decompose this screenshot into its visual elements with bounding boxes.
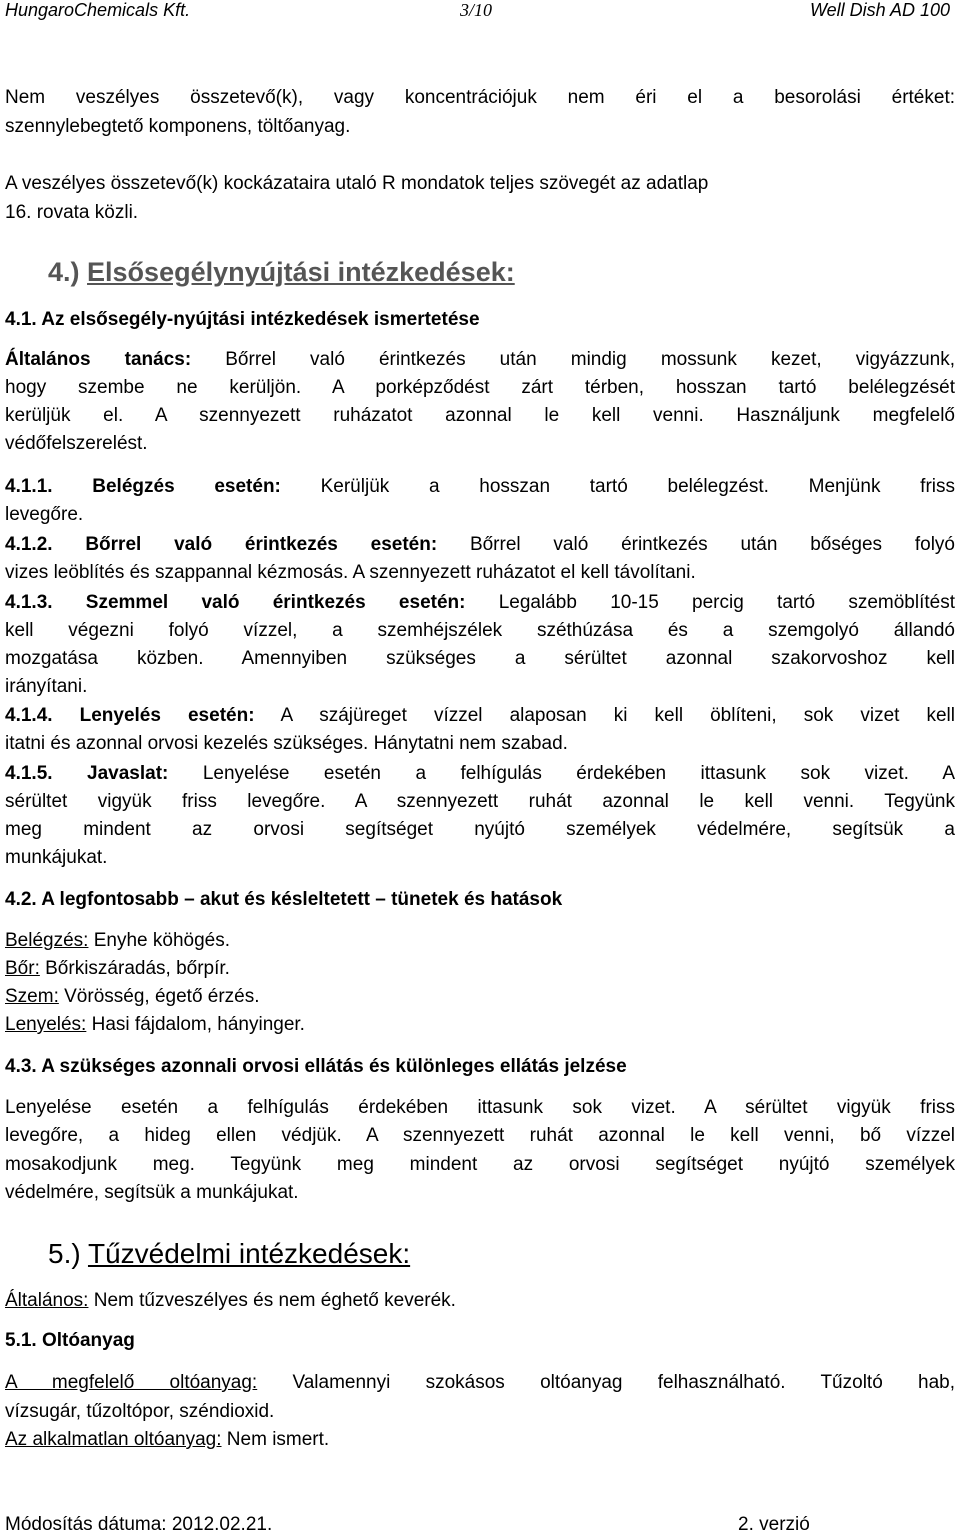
suitable-media-line-1 [5,1373,955,1392]
section-5-title: Tűzvédelmi intézkedések: [87,1238,411,1269]
recommendation-line-2: sérültet vigyük friss levegőre. A szennyezett ruhát azonnal le kell venni. Tegyünk [5,791,955,812]
symptom-skin-label: Bőr: [5,958,40,979]
eye-contact-line-3: mozgatása közben. Amennyiben szükséges a sérültet azonnal szakorvoshoz kell [5,648,955,669]
intro-paragraph-1-line-1: Nem veszélyes összetevő(k), vagy koncentrációjuk nem éri el a besorolási értéket: [5,87,955,108]
symptom-eye-text: Vörösség, égető érzés. [58,986,260,1007]
symptom-inhalation [5,931,230,950]
eye-contact-line-4: irányítani. [5,676,88,697]
inhalation-label: 4.1.1. Belégzés esetén: [5,476,281,497]
suitable-media-text-1: Valamennyi szokásos oltóanyag felhasználható. Tűzoltó hab, [257,1372,955,1393]
symptom-inhalation-text: Enyhe köhögés. [88,930,230,951]
general-advice-line-3: kerüljük el. A szennyezett ruházatot azonnal le kell venni. Használjunk megfelelő [5,405,955,426]
recommendation-label: 4.1.5. Javaslat: [5,763,169,784]
suitable-media-line-2: vízsugár, tűzoltópor, széndioxid. [5,1401,275,1422]
symptom-inhalation-label: Belégzés: [5,930,89,951]
section-5-heading [48,1240,410,1268]
symptom-ingestion-text: Hasi fájdalom, hányinger. [86,1014,305,1035]
header-company: HungaroChemicals Kft. [5,0,191,20]
general-advice-line-2: hogy szembe ne kerüljön. A porképződést zárt térben, hosszan tartó belélegzését [5,377,955,398]
inhalation-line-2: levegőre. [5,504,84,525]
intro-paragraph-1-line-2: szennylebegtető komponens, töltőanyag. [5,116,351,137]
symptom-ingestion-label: Lenyelés: [5,1014,87,1035]
recommendation-line-4: munkájukat. [5,847,108,868]
general-advice-line-1 [5,350,955,369]
symptom-ingestion [5,1015,305,1034]
unsuitable-media [5,1430,329,1449]
section-4-1-title: 4.1. Az elsősegély-nyújtási intézkedések ismertetése [5,309,480,330]
fire-general-text: Nem tűzveszélyes és nem éghető keverék. [88,1290,456,1311]
ingestion-line-2: itatni és azonnal orvosi kezelés szükséges. Hánytatni nem szabad. [5,733,568,754]
inhalation-text-1: Kerüljük a hosszan tartó belélegzést. Menjünk friss [280,476,955,497]
section-4-2-title: 4.2. A legfontosabb – akut és késleltetett – tünetek és hatások [5,889,563,910]
header-page-number: 3/10 [460,0,493,20]
unsuitable-media-text: Nem ismert. [221,1429,330,1450]
unsuitable-media-label: Az alkalmatlan oltóanyag: [5,1429,222,1450]
medical-attention-line-3: mosakodjunk meg. Tegyünk meg mindent az orvosi segítséget nyújtó személyek [5,1154,955,1175]
symptom-eye-label: Szem: [5,986,59,1007]
suitable-media-label: A megfelelő oltóanyag: [5,1372,258,1393]
eye-contact-text-1: Legalább 10-15 percig tartó szemöblítést [465,592,955,613]
header-product: Well Dish AD 100 [809,0,950,20]
recommendation-text-1: Lenyelése esetén a felhígulás érdekében ittasunk sok vizet. A [168,763,955,784]
symptom-skin [5,959,230,978]
ingestion-label: 4.1.4. Lenyelés esetén: [5,705,255,726]
section-5-number: 5.) [48,1238,81,1269]
skin-contact-line-2: vizes leöblítés és szappannal kézmosás. A szennyezett ruházatot el kell távolítani. [5,562,696,583]
recommendation-line-1 [5,764,955,783]
general-advice-line-4: védőfelszerelést. [5,433,148,454]
fire-general [5,1291,456,1310]
skin-contact-label: 4.1.2. Bőrrel való érintkezés esetén: [5,534,438,555]
medical-attention-line-1: Lenyelése esetén a felhígulás érdekében ittasunk sok vizet. A sérültet vigyük friss [5,1097,955,1118]
symptom-eye [5,987,260,1006]
intro-paragraph-2-line-2: 16. rovata közli. [5,202,139,223]
section-4-number: 4.) [48,257,80,287]
eye-contact-line-1 [5,593,955,612]
medical-attention-line-2: levegőre, a hideg ellen védjük. A szennyezett ruhát azonnal le kell venni, bő vízzel [5,1125,955,1146]
inhalation-line-1 [5,477,955,496]
section-5-1-title: 5.1. Oltóanyag [5,1330,135,1351]
fire-general-label: Általános: [5,1290,89,1311]
footer-modified-date: Módosítás dátuma: 2012.02.21. [5,1514,273,1535]
skin-contact-text-1: Bőrrel való érintkezés után bőséges folyó [437,534,955,555]
recommendation-line-3: meg mindent az orvosi segítséget nyújtó személyek védelmére, segítsük a [5,819,955,840]
eye-contact-label: 4.1.3. Szemmel való érintkezés esetén: [5,592,466,613]
medical-attention-line-4: védelmére, segítsük a munkájukat. [5,1182,299,1203]
section-4-heading [48,259,515,286]
footer-version: 2. verzió [738,1514,810,1535]
general-advice-text-1: Bőrrel való érintkezés után mindig mossunk kezet, vigyázzunk, [191,349,955,370]
ingestion-line-1 [5,706,955,725]
section-4-title: Elsősegélynyújtási intézkedések: [87,257,515,287]
skin-contact-line-1 [5,535,955,554]
symptom-skin-text: Bőrkiszáradás, bőrpír. [39,958,230,979]
general-advice-label: Általános tanács: [5,349,192,370]
eye-contact-line-2: kell végezni folyó vízzel, a szemhéjszélek széthúzása és a szemgolyó állandó [5,620,955,641]
ingestion-text-1: A szájüreget vízzel alaposan ki kell öblíteni, sok vizet kell [254,705,955,726]
intro-paragraph-2-line-1: A veszélyes összetevő(k) kockázataira utaló R mondatok teljes szövegét az adatlap [5,173,709,194]
section-4-3-title: 4.3. A szükséges azonnali orvosi ellátás és különleges ellátás jelzése [5,1056,627,1077]
